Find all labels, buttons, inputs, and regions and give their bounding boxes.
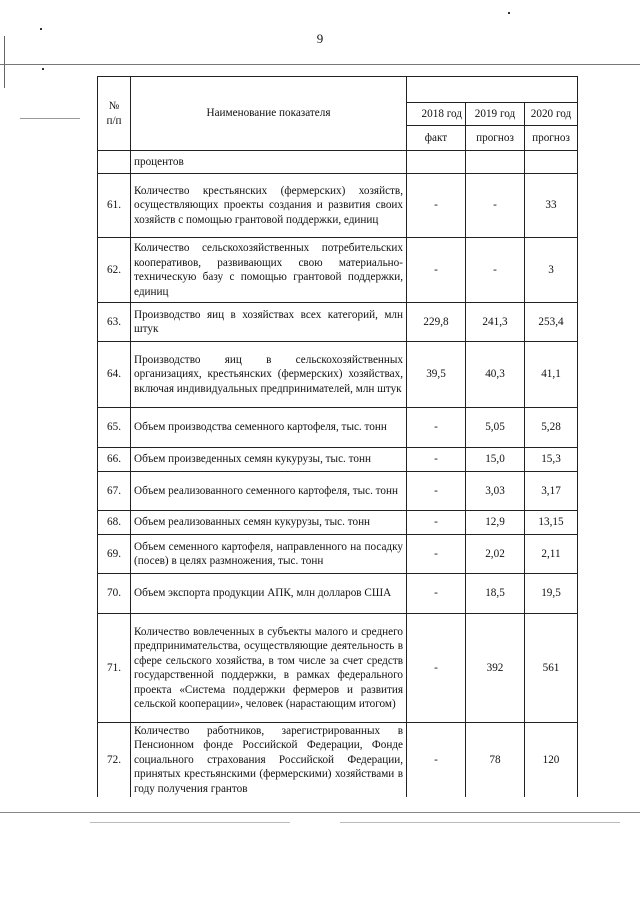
table-row (98, 238, 578, 303)
row-name: Производство яиц в хозяйствах всех категорий, млн штук (131, 303, 407, 342)
cell-2020 (525, 151, 578, 174)
header-year-2018: 2018 год (407, 103, 466, 126)
row-name: Количество крестьянских (фермерских) хозяйств, осуществляющих проекты создания и развития своих хозяйств с помощью грантовой поддержки, единиц (131, 174, 407, 238)
row-num: 69. (98, 535, 131, 574)
cell-2018: - (407, 408, 466, 448)
table-row (98, 174, 578, 238)
continuation-row (98, 151, 578, 174)
table-row (98, 408, 578, 448)
scan-dot (40, 28, 42, 30)
table-row (98, 448, 578, 472)
row-name: Производство яиц в сельскохозяйственных организациях, крестьянских (фермерских) хозяйствах, включая индивидуальных предпринимателей, млн штук (131, 342, 407, 408)
row-name: Количество работников, зарегистрированных в Пенсионном фонде Российской Федерации, Фонде социального страхования Российской Федерации, принятых крестьянскими (фермерскими) хозяйствами в году получения грантов (131, 723, 407, 797)
cell-2019: 40,3 (466, 342, 525, 408)
cell-2020: 3,17 (525, 472, 578, 511)
cell-2018: - (407, 614, 466, 723)
row-num: 65. (98, 408, 131, 448)
cell-2018: - (407, 535, 466, 574)
row-name: Количество вовлеченных в субъекты малого и среднего предпринимательства, осуществляющие деятельность в сфере сельского хозяйства, в том числе за счет средств государственной поддержки, в рамках федерального проекта «Система поддержки фермеров и развития сельской кооперации», человек (нарастающим итогом) (131, 614, 407, 723)
indicators-table (97, 76, 578, 797)
cell-2018: 39,5 (407, 342, 466, 408)
row-num: 71. (98, 614, 131, 723)
table-row (98, 342, 578, 408)
row-num: 70. (98, 574, 131, 614)
cell-2018: - (407, 723, 466, 797)
row-num: 61. (98, 174, 131, 238)
row-name: Объем производства семенного картофеля, тыс. тонн (131, 408, 407, 448)
scan-line (0, 64, 640, 65)
header-col-num: № п/п (98, 77, 131, 151)
cell-2020: 15,3 (525, 448, 578, 472)
row-num: 63. (98, 303, 131, 342)
row-name: Количество сельскохозяйственных потребительских кооперативов, развивающих свою материально-техническую базу с помощью грантовой поддержки, единиц (131, 238, 407, 303)
cell-2019: 12,9 (466, 511, 525, 535)
cell-2020: 13,15 (525, 511, 578, 535)
cell-2019: 241,3 (466, 303, 525, 342)
cell-2018: - (407, 238, 466, 303)
row-num: 66. (98, 448, 131, 472)
scan-line (0, 812, 640, 813)
cell-2018: 229,8 (407, 303, 466, 342)
continuation-text: процентов (131, 151, 407, 174)
row-num (98, 151, 131, 174)
table-row (98, 472, 578, 511)
scan-line (20, 118, 80, 119)
cell-2020: 5,28 (525, 408, 578, 448)
header-year-2020: 2020 год (525, 103, 578, 126)
header-row-top (98, 77, 578, 103)
cell-2020: 19,5 (525, 574, 578, 614)
cell-2020: 120 (525, 723, 578, 797)
header-col-name: Наименование показателя (131, 77, 407, 151)
cell-2019: 2,02 (466, 535, 525, 574)
cell-2019: 5,05 (466, 408, 525, 448)
cell-2020: 253,4 (525, 303, 578, 342)
row-num: 72. (98, 723, 131, 797)
table-row (98, 303, 578, 342)
subheader-2018: факт (407, 126, 466, 151)
cell-2019: 78 (466, 723, 525, 797)
table-row (98, 723, 578, 797)
cell-2019: - (466, 238, 525, 303)
row-num: 64. (98, 342, 131, 408)
scan-line (340, 822, 620, 823)
row-num: 68. (98, 511, 131, 535)
cell-2019 (466, 151, 525, 174)
cell-2018: - (407, 472, 466, 511)
cell-2020: 561 (525, 614, 578, 723)
row-name: Объем реализованного семенного картофеля, тыс. тонн (131, 472, 407, 511)
row-num: 67. (98, 472, 131, 511)
cell-2018: - (407, 448, 466, 472)
table-row (98, 535, 578, 574)
row-name: Объем экспорта продукции АПК, млн долларов США (131, 574, 407, 614)
row-name: Объем реализованных семян кукурузы, тыс. тонн (131, 511, 407, 535)
cell-2018: - (407, 574, 466, 614)
cell-2018: - (407, 511, 466, 535)
scan-line (4, 36, 5, 88)
row-num: 62. (98, 238, 131, 303)
cell-2019: 392 (466, 614, 525, 723)
table-row (98, 511, 578, 535)
subheader-2020: прогноз (525, 126, 578, 151)
table-row (98, 574, 578, 614)
cell-2018 (407, 151, 466, 174)
row-name: Объем произведенных семян кукурузы, тыс. тонн (131, 448, 407, 472)
cell-2020: 33 (525, 174, 578, 238)
cell-2019: - (466, 174, 525, 238)
scan-dot (508, 12, 510, 14)
scan-dot (42, 68, 44, 70)
header-blank (407, 77, 578, 103)
cell-2019: 15,0 (466, 448, 525, 472)
header-year-2019: 2019 год (466, 103, 525, 126)
cell-2020: 3 (525, 238, 578, 303)
cell-2019: 3,03 (466, 472, 525, 511)
cell-2020: 41,1 (525, 342, 578, 408)
cell-2018: - (407, 174, 466, 238)
subheader-2019: прогноз (466, 126, 525, 151)
row-name: Объем семенного картофеля, направленного на посадку (посев) в целях размножения, тыс. тонн (131, 535, 407, 574)
page-number: 9 (316, 31, 324, 46)
cell-2019: 18,5 (466, 574, 525, 614)
scan-line (90, 822, 290, 823)
cell-2020: 2,11 (525, 535, 578, 574)
table-row (98, 614, 578, 723)
